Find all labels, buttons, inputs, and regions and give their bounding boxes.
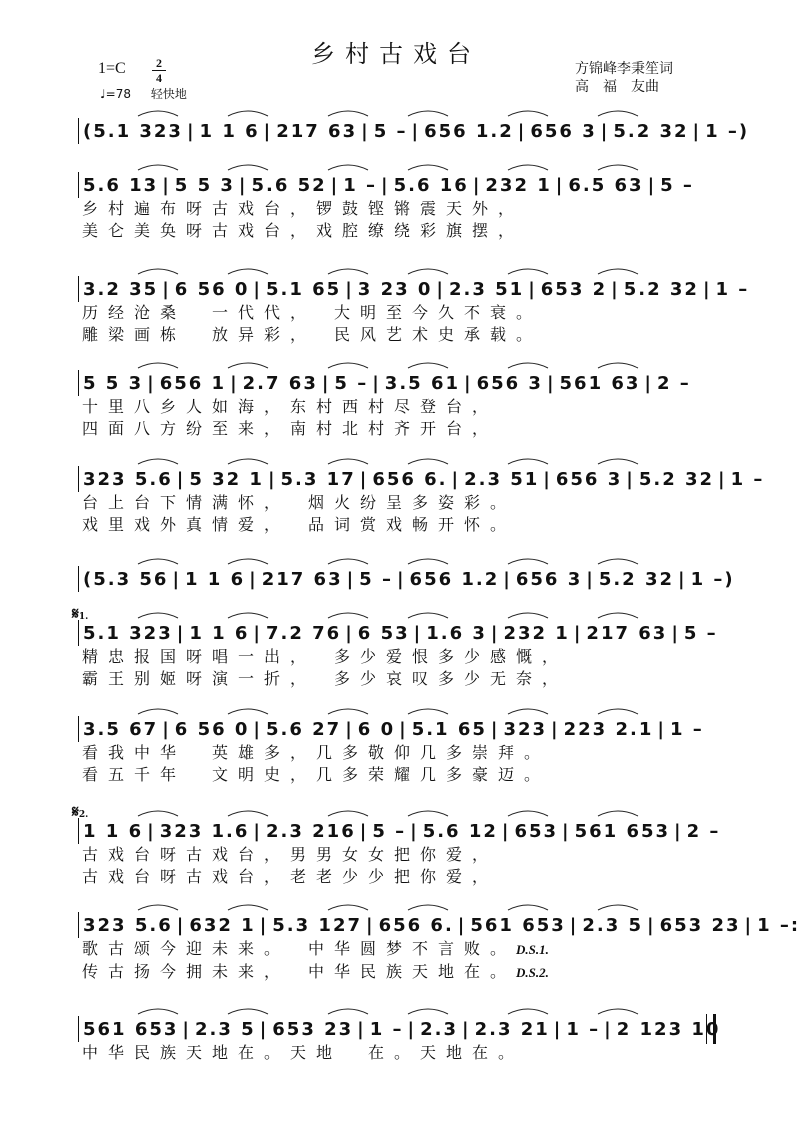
measure: 1 1 6 bbox=[185, 568, 246, 590]
lyric-line: 传古扬今拥未来， 中华民族天地在。D.S.2. bbox=[82, 962, 549, 981]
score-system bbox=[78, 466, 765, 536]
measure: 3.5 67 bbox=[83, 718, 159, 740]
measure: 653 23 bbox=[272, 1018, 354, 1040]
lyric-line: 精忠报国呀唱一出， 多少爱恨多少感慨， bbox=[82, 647, 569, 666]
measure: 1 – bbox=[715, 278, 750, 300]
measure: 217 63 bbox=[276, 120, 358, 142]
measure: 5 – bbox=[359, 568, 393, 590]
measure: 232 1 bbox=[485, 174, 552, 196]
measure: 2 – bbox=[686, 820, 721, 842]
song-title: 乡村古戏台 bbox=[311, 40, 481, 68]
slur-marks bbox=[78, 1002, 714, 1016]
barline: | bbox=[407, 1018, 417, 1040]
measure: 323 bbox=[503, 718, 548, 740]
barline: | bbox=[411, 120, 421, 142]
barline: | bbox=[259, 1018, 269, 1040]
measure: 1 –) bbox=[705, 120, 750, 142]
jianpu-line bbox=[78, 912, 801, 938]
measure: 5 – bbox=[372, 820, 407, 842]
barline: | bbox=[172, 568, 182, 590]
measure: 5.2 32 bbox=[638, 468, 715, 490]
barline: | bbox=[674, 820, 683, 842]
measure: 5.1 65 bbox=[411, 718, 487, 740]
jianpu-line bbox=[78, 466, 765, 492]
jianpu-line bbox=[78, 566, 735, 592]
measure: 5 32 1 bbox=[189, 468, 264, 490]
barline: | bbox=[702, 278, 712, 300]
barline: | bbox=[238, 174, 248, 196]
barline: | bbox=[162, 174, 171, 196]
measure: 656 6. bbox=[378, 914, 454, 936]
barline: | bbox=[543, 468, 552, 490]
measure: 6 53 bbox=[357, 622, 410, 644]
measure: 2.3 21 bbox=[474, 1018, 550, 1040]
barline: | bbox=[366, 914, 375, 936]
barline: | bbox=[744, 914, 754, 936]
measure: 6 56 0 bbox=[174, 718, 250, 740]
score-system bbox=[78, 566, 735, 592]
measure: 5 – bbox=[683, 622, 718, 644]
measure: 653 23 bbox=[659, 914, 741, 936]
measure: (5.1 323 bbox=[83, 120, 183, 142]
lyric-line: 歌古颂今迎未来。 中华圆梦不言败。D.S.1. bbox=[82, 939, 549, 958]
barline: | bbox=[503, 568, 512, 590]
measure: 5.6 12 bbox=[422, 820, 498, 842]
slur-marks bbox=[78, 552, 714, 566]
lyric-line: 中华民族天地在。天地 在。天地在。 bbox=[82, 1043, 525, 1062]
time-top: 2 bbox=[156, 56, 162, 70]
slur-marks bbox=[78, 356, 714, 370]
measure: 323 1.6 bbox=[159, 820, 250, 842]
jianpu-line bbox=[78, 716, 714, 742]
barline: | bbox=[147, 372, 156, 394]
measure: 2.3 bbox=[420, 1018, 458, 1040]
measure: 217 63 bbox=[261, 568, 343, 590]
measure: 5.2 32 bbox=[598, 568, 675, 590]
measure: 1 – bbox=[669, 718, 704, 740]
measure: 323 5.6 bbox=[83, 468, 173, 490]
barline: | bbox=[345, 718, 354, 740]
final-barline bbox=[706, 1014, 716, 1044]
barline: | bbox=[611, 278, 620, 300]
barline: | bbox=[359, 468, 369, 490]
barline: | bbox=[399, 718, 408, 740]
measure: 5.3 17 bbox=[280, 468, 356, 490]
barline: | bbox=[600, 120, 610, 142]
barline: | bbox=[176, 622, 186, 644]
dal-segno-mark: D.S.2. bbox=[516, 965, 549, 980]
barline: | bbox=[263, 120, 273, 142]
key-signature: 1=C bbox=[98, 60, 126, 77]
barline: | bbox=[182, 1018, 191, 1040]
measure: 2.3 5 bbox=[582, 914, 644, 936]
time-bottom: 4 bbox=[156, 71, 162, 85]
barline: | bbox=[546, 372, 556, 394]
barline: | bbox=[528, 278, 537, 300]
barline: | bbox=[253, 820, 262, 842]
measure: 2.7 63 bbox=[242, 372, 318, 394]
slur-marks bbox=[78, 898, 714, 912]
jianpu-line bbox=[78, 118, 750, 144]
measure: 5 – bbox=[334, 372, 369, 394]
barline: | bbox=[410, 820, 419, 842]
measure: 2.3 51 bbox=[464, 468, 540, 490]
score-system bbox=[78, 912, 801, 984]
barline: | bbox=[626, 468, 635, 490]
credits: 方锦峰李秉笙词 高 福 友曲 bbox=[575, 61, 673, 95]
measure: 2 – bbox=[657, 372, 691, 394]
slur-marks bbox=[78, 104, 714, 118]
barline: | bbox=[345, 622, 354, 644]
lyric-line: 十里八乡人如海，东村西村尽登台， bbox=[82, 397, 499, 416]
tempo-marking bbox=[100, 85, 187, 102]
measure: 632 1 bbox=[189, 914, 256, 936]
lyric-line: 霸王别姬呀演一折， 多少哀叹多少无奈， bbox=[82, 669, 569, 688]
measure: 656 3 bbox=[476, 372, 543, 394]
slur-marks bbox=[78, 606, 714, 620]
barline: | bbox=[162, 278, 171, 300]
measure: 5.6 27 bbox=[266, 718, 342, 740]
lyric-line: 四面八方纷至来，南村北村齐开台， bbox=[82, 419, 499, 438]
barline: | bbox=[553, 1018, 563, 1040]
barline: | bbox=[657, 718, 666, 740]
barline: | bbox=[647, 174, 657, 196]
lyric-line: 历经沧桑 一代代， 大明至今久不衰。 bbox=[82, 303, 543, 322]
barline: | bbox=[555, 174, 565, 196]
measure: 1 1 6 bbox=[199, 120, 260, 142]
measure: 656 1 bbox=[159, 372, 227, 394]
measure: 2 123 10 bbox=[616, 1018, 721, 1040]
measure: 656 3 bbox=[530, 120, 597, 142]
measure: 1.6 3 bbox=[426, 622, 487, 644]
score-system bbox=[78, 370, 714, 440]
score-system bbox=[72, 604, 718, 690]
jianpu-line bbox=[78, 818, 721, 844]
measure: 3.2 35 bbox=[83, 278, 159, 300]
measure: 6.5 63 bbox=[568, 174, 644, 196]
barline: | bbox=[569, 914, 579, 936]
lyric-line: 看五千年 文明史，几多荣耀几多豪迈。 bbox=[82, 765, 551, 784]
measure: 561 653 bbox=[574, 820, 671, 842]
barline: | bbox=[678, 568, 687, 590]
jianpu-line bbox=[78, 276, 750, 302]
measure: 5.1 65 bbox=[266, 278, 342, 300]
jianpu-line bbox=[78, 172, 714, 198]
barline: | bbox=[551, 718, 560, 740]
barline: | bbox=[501, 820, 511, 842]
measure: 5 5 3 bbox=[174, 174, 235, 196]
barline: | bbox=[573, 622, 583, 644]
segno-mark: 𝄋2. bbox=[72, 802, 89, 821]
barline: | bbox=[457, 914, 467, 936]
measure: 6 0 bbox=[357, 718, 396, 740]
barline: | bbox=[186, 120, 196, 142]
lyric-line: 古戏台呀古戏台，老老少少把你爱， bbox=[82, 867, 499, 886]
barline: | bbox=[436, 278, 445, 300]
barline: | bbox=[357, 1018, 366, 1040]
barline: | bbox=[644, 372, 653, 394]
measure: 656 3 bbox=[515, 568, 583, 590]
measure: 1 – bbox=[343, 174, 378, 196]
measure: 561 653 bbox=[83, 1018, 179, 1040]
measure: 5.6 13 bbox=[83, 174, 159, 196]
measure: 1 1 6 bbox=[83, 820, 144, 842]
score-system bbox=[78, 118, 750, 144]
barline: | bbox=[345, 278, 354, 300]
barline: | bbox=[253, 718, 262, 740]
measure: 5.3 127 bbox=[272, 914, 362, 936]
score-system bbox=[78, 276, 750, 346]
time-signature bbox=[152, 57, 166, 84]
measure: 1 –: bbox=[757, 914, 801, 936]
lyric-line: 古戏台呀古戏台，男男女女把你爱， bbox=[82, 845, 499, 864]
barline: | bbox=[361, 120, 370, 142]
barline: | bbox=[517, 120, 527, 142]
slur-marks bbox=[78, 452, 714, 466]
barline: | bbox=[381, 174, 390, 196]
measure: 5.2 32 bbox=[623, 278, 699, 300]
tempo-value: ♩=78 bbox=[100, 87, 131, 101]
barline: | bbox=[253, 622, 262, 644]
lyric-line: 戏里戏外真情爱， 品词赏戏畅开怀。 bbox=[82, 515, 517, 534]
barline: | bbox=[253, 278, 262, 300]
measure: 5 5 3 bbox=[83, 372, 144, 394]
measure: 5.6 52 bbox=[251, 174, 327, 196]
measure: 1 1 6 bbox=[189, 622, 250, 644]
jianpu-line bbox=[78, 620, 718, 646]
measure: (5.3 56 bbox=[83, 568, 169, 590]
jianpu-line bbox=[78, 1016, 721, 1042]
slur-marks bbox=[78, 804, 714, 818]
measure: 561 63 bbox=[559, 372, 641, 394]
barline: | bbox=[490, 622, 500, 644]
lyric-line: 台上台下情满怀， 烟火纷呈多姿彩。 bbox=[82, 493, 517, 512]
measure: 2.3 51 bbox=[449, 278, 525, 300]
lyric-line: 雕梁画栋 放异彩， 民风艺术史承载。 bbox=[82, 325, 543, 344]
barline: | bbox=[176, 468, 186, 490]
barline: | bbox=[671, 622, 680, 644]
barline: | bbox=[604, 1018, 613, 1040]
barline: | bbox=[267, 468, 277, 490]
measure: 1 – bbox=[369, 1018, 404, 1040]
score-system bbox=[72, 802, 721, 888]
slur-marks bbox=[78, 158, 714, 172]
measure: 5.1 323 bbox=[83, 622, 173, 644]
measure: 223 2.1 bbox=[563, 718, 654, 740]
barline: | bbox=[462, 1018, 471, 1040]
barline: | bbox=[472, 174, 482, 196]
measure: 3.5 61 bbox=[384, 372, 460, 394]
measure: 1 – bbox=[730, 468, 765, 490]
measure: 6 56 0 bbox=[174, 278, 250, 300]
barline: | bbox=[647, 914, 656, 936]
measure: 656 3 bbox=[555, 468, 623, 490]
barline: | bbox=[259, 914, 269, 936]
measure: 653 2 bbox=[540, 278, 608, 300]
score-system bbox=[78, 172, 714, 242]
barline: | bbox=[562, 820, 571, 842]
measure: 656 1.2 bbox=[409, 568, 500, 590]
measure: 1 –) bbox=[690, 568, 735, 590]
measure: 2.3 216 bbox=[266, 820, 356, 842]
measure: 5.6 16 bbox=[393, 174, 469, 196]
style-marking: 轻快地 bbox=[150, 87, 187, 101]
barline: | bbox=[413, 622, 423, 644]
barline: | bbox=[249, 568, 258, 590]
barline: | bbox=[321, 372, 331, 394]
dal-segno-mark: D.S.1. bbox=[516, 942, 549, 957]
measure: 653 bbox=[514, 820, 559, 842]
measure: 656 6. bbox=[372, 468, 448, 490]
barline: | bbox=[162, 718, 171, 740]
measure: 1 – bbox=[566, 1018, 601, 1040]
score-system bbox=[78, 1016, 721, 1064]
measure: 656 1.2 bbox=[424, 120, 514, 142]
barline: | bbox=[346, 568, 356, 590]
measure: 5 – bbox=[373, 120, 408, 142]
barline: | bbox=[490, 718, 500, 740]
measure: 5 – bbox=[660, 174, 694, 196]
score-system bbox=[78, 716, 714, 786]
measure: 2.3 5 bbox=[195, 1018, 256, 1040]
segno-mark: 𝄋1. bbox=[72, 604, 89, 623]
barline: | bbox=[586, 568, 595, 590]
barline: | bbox=[464, 372, 473, 394]
barline: | bbox=[718, 468, 727, 490]
barline: | bbox=[451, 468, 461, 490]
barline: | bbox=[330, 174, 340, 196]
measure: 561 653 bbox=[470, 914, 566, 936]
barline: | bbox=[372, 372, 381, 394]
barline: | bbox=[359, 820, 369, 842]
measure: 3 23 0 bbox=[357, 278, 433, 300]
measure: 232 1 bbox=[503, 622, 570, 644]
slur-marks bbox=[78, 262, 714, 276]
barline: | bbox=[230, 372, 239, 394]
barline: | bbox=[147, 820, 156, 842]
measure: 5.2 32 bbox=[613, 120, 689, 142]
lyric-line: 看我中华 英雄多，几多敬仰几多崇拜。 bbox=[82, 743, 551, 762]
slur-marks bbox=[78, 702, 714, 716]
barline: | bbox=[176, 914, 186, 936]
jianpu-line bbox=[78, 370, 714, 396]
measure: 217 63 bbox=[586, 622, 668, 644]
lyric-line: 美仑美奂呀古戏台，戏腔缭绕彩旗摆， bbox=[82, 221, 525, 240]
measure: 7.2 76 bbox=[266, 622, 342, 644]
barline: | bbox=[692, 120, 702, 142]
measure: 323 5.6 bbox=[83, 914, 173, 936]
barline: | bbox=[396, 568, 406, 590]
lyric-line: 乡村遍布呀古戏台，锣鼓铿锵震天外， bbox=[82, 199, 525, 218]
